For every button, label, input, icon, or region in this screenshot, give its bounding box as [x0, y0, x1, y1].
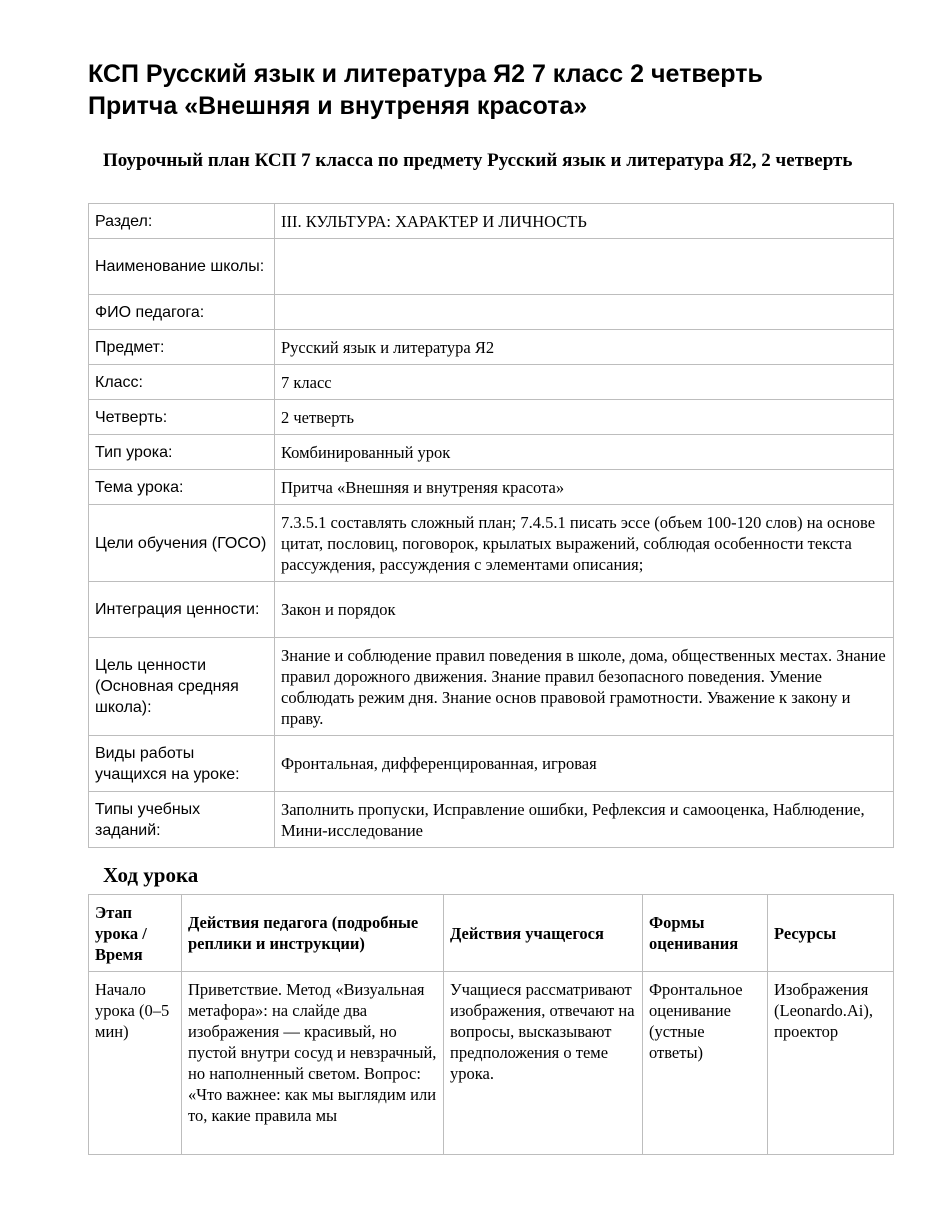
info-label: Тип урока:	[89, 435, 275, 470]
info-label: Четверть:	[89, 400, 275, 435]
info-label: ФИО педагога:	[89, 295, 275, 330]
lesson-flow-table	[88, 894, 894, 1155]
info-row-value-integration	[89, 582, 894, 638]
info-row-learning-goals	[89, 505, 894, 582]
student-actions-cell: Учащиеся рассматривают изображения, отвечают на вопросы, высказывают предположения о теме урока.	[444, 972, 643, 1155]
info-value: III. КУЛЬТУРА: ХАРАКТЕР И ЛИЧНОСТЬ	[275, 204, 894, 239]
plan-heading: Поурочный план КСП 7 класса по предмету Русский язык и литература Я2, 2 четверть	[103, 150, 853, 171]
table-row	[89, 972, 894, 1155]
info-label: Предмет:	[89, 330, 275, 365]
info-value: 2 четверть	[275, 400, 894, 435]
info-label: Типы учебных заданий:	[89, 792, 275, 848]
info-value: 7 класс	[275, 365, 894, 400]
info-label: Наименование школы:	[89, 239, 275, 295]
document-title-line2: Притча «Внешняя и внутреняя красота»	[88, 92, 588, 120]
info-row-lesson-topic	[89, 470, 894, 505]
info-row-value-goal	[89, 638, 894, 736]
info-row-task-types	[89, 792, 894, 848]
info-row-school	[89, 239, 894, 295]
document-title-line1: КСП Русский язык и литература Я2 7 класс 2 четверть	[88, 60, 763, 88]
info-value	[275, 295, 894, 330]
info-value: Русский язык и литература Я2	[275, 330, 894, 365]
info-value: Комбинированный урок	[275, 435, 894, 470]
info-label: Интеграция ценности:	[89, 582, 275, 638]
assessment-cell: Фронтальное оценивание (устные ответы)	[643, 972, 768, 1155]
info-row-grade	[89, 365, 894, 400]
document-title	[88, 58, 908, 122]
teacher-actions-cell: Приветствие. Метод «Визуальная метафора»: на слайде два изображения — красивый, но пустой внутри сосуд и невзрачный, но наполненный светом. Вопрос: «Что важнее: как мы выглядим или то, какие правила мы	[182, 972, 444, 1155]
info-row-lesson-type	[89, 435, 894, 470]
info-row-quarter	[89, 400, 894, 435]
info-value: Притча «Внешняя и внутреняя красота»	[275, 470, 894, 505]
info-row-subject	[89, 330, 894, 365]
info-value: Закон и порядок	[275, 582, 894, 638]
info-label: Класс:	[89, 365, 275, 400]
column-header-teacher-actions: Действия педагога (подробные реплики и инструкции)	[182, 895, 444, 972]
column-header-stage: Этап урока / Время	[89, 895, 182, 972]
info-label: Раздел:	[89, 204, 275, 239]
info-value: Фронтальная, дифференцированная, игровая	[275, 736, 894, 792]
stage-cell: Начало урока (0–5 мин)	[89, 972, 182, 1155]
info-row-teacher	[89, 295, 894, 330]
column-header-student-actions: Действия учащегося	[444, 895, 643, 972]
info-value: Знание и соблюдение правил поведения в школе, дома, общественных местах. Знание правил дорожного движения. Знание правил безопасного поведения. Умение соблюдать режим дня. Знание основ правовой грамотности. Уважение к закону и праву.	[275, 638, 894, 736]
lesson-flow-heading: Ход урока	[103, 863, 199, 887]
lesson-table-header-row	[89, 895, 894, 972]
info-value	[275, 239, 894, 295]
resources-cell: Изображения (Leonardo.Ai), проектор	[768, 972, 894, 1155]
info-label: Виды работы учащихся на уроке:	[89, 736, 275, 792]
info-label: Тема урока:	[89, 470, 275, 505]
info-value: 7.3.5.1 составлять сложный план; 7.4.5.1 писать эссе (объем 100-120 слов) на основе цитат, пословиц, поговорок, крылатых выражений, соблюдая особенности текста рассуждения, рассуждения с элементами описания;	[275, 505, 894, 582]
info-label: Цель ценности (Основная средняя школа):	[89, 638, 275, 736]
info-value: Заполнить пропуски, Исправление ошибки, Рефлексия и самооценка, Наблюдение, Мини-исследование	[275, 792, 894, 848]
info-label: Цели обучения (ГОСО)	[89, 505, 275, 582]
lesson-info-table	[88, 203, 894, 848]
column-header-assessment: Формы оценивания	[643, 895, 768, 972]
info-row-section	[89, 204, 894, 239]
info-row-work-types	[89, 736, 894, 792]
column-header-resources: Ресурсы	[768, 895, 894, 972]
